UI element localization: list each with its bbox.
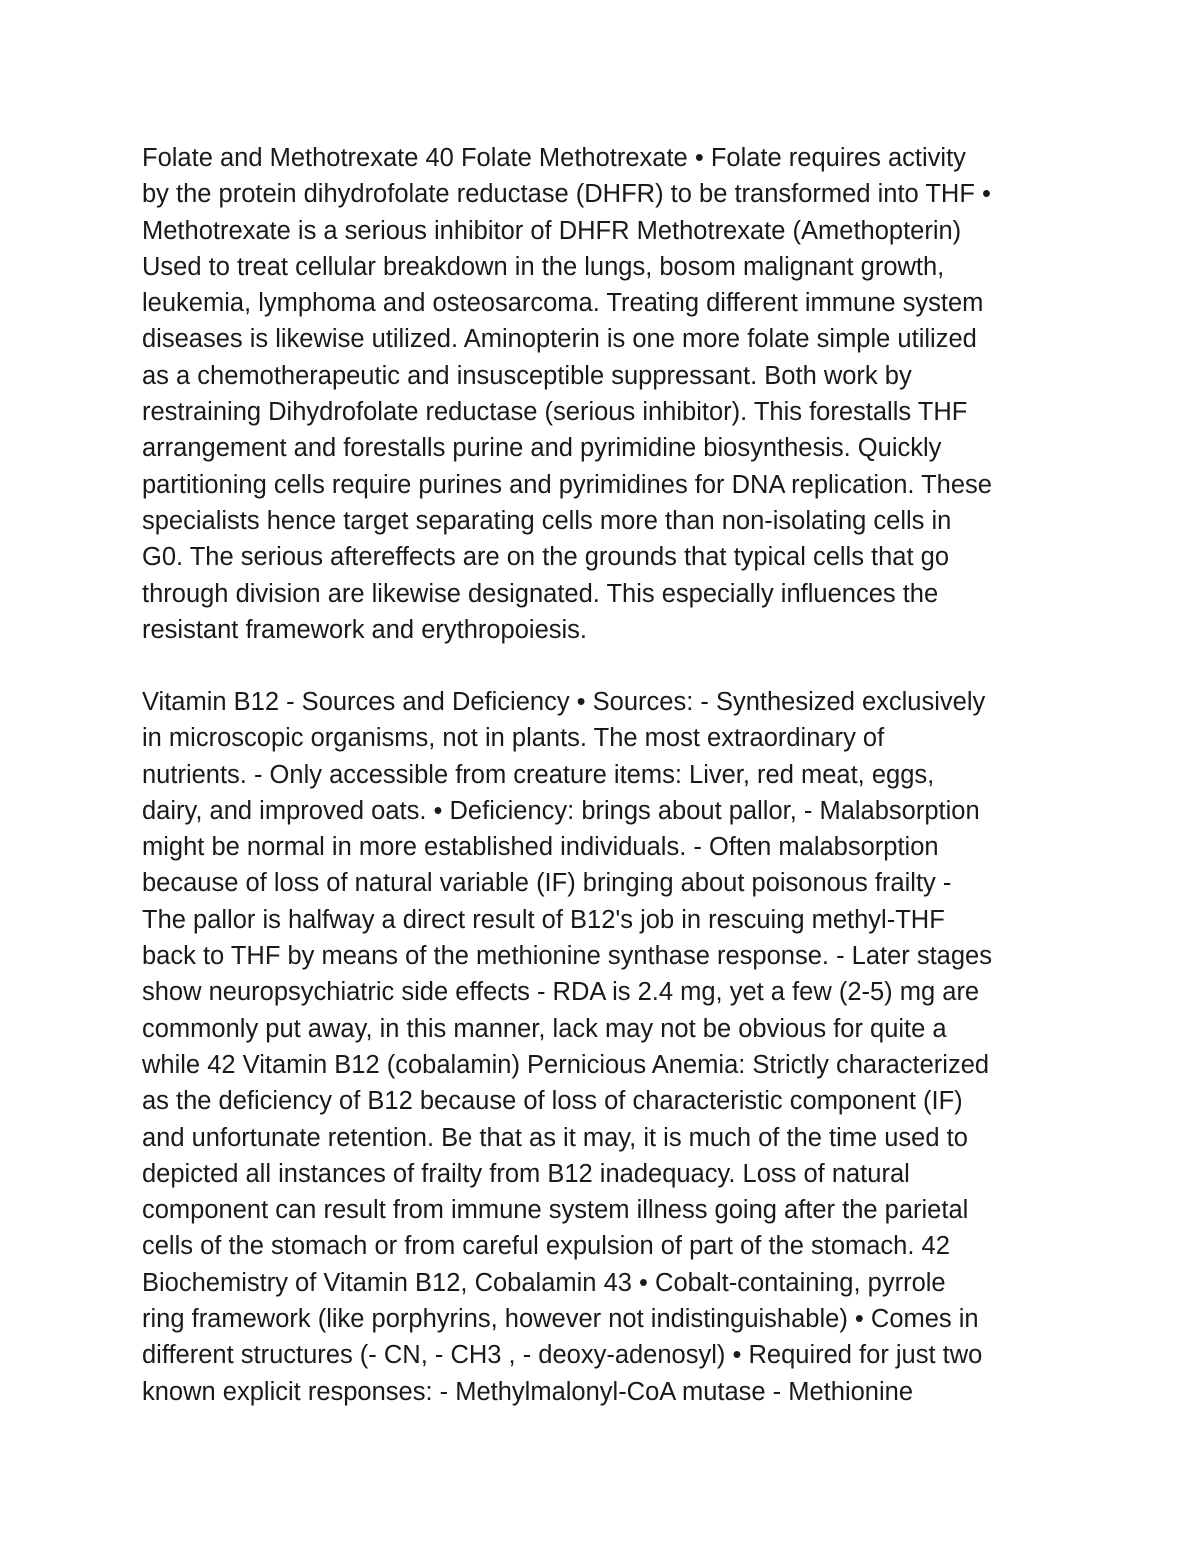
text-line: Methotrexate is a serious inhibitor of DHFR Methotrexate (Amethopterin) (142, 216, 962, 245)
text-line: while 42 Vitamin B12 (cobalamin) Pernicious Anemia: Strictly characterized (142, 1050, 990, 1079)
text-line: Folate and Methotrexate 40 Folate Methotrexate • Folate requires activity (142, 144, 966, 172)
text-line: dairy, and improved oats. • Deficiency: brings about pallor, - Malabsorption (142, 796, 980, 825)
text-line: in microscopic organisms, not in plants. The most extraordinary of (142, 724, 885, 753)
text-line: through division are likewise designated. This especially influences the (142, 579, 939, 608)
text-line: nutrients. - Only accessible from creature items: Liver, red meat, eggs, (142, 760, 935, 789)
text-line: resistant framework and erythropoiesis. (142, 615, 588, 644)
text-line: Biochemistry of Vitamin B12, Cobalamin 43 • Cobalt-containing, pyrrole (142, 1268, 946, 1297)
text-line: G0. The serious aftereffects are on the grounds that typical cells that go (142, 543, 950, 572)
text-line: as the deficiency of B12 because of loss of characteristic component (IF) (142, 1087, 963, 1116)
text-line: specialists hence target separating cells more than non-isolating cells in (142, 506, 952, 535)
text-line: because of loss of natural variable (IF) bringing about poisonous frailty - (142, 869, 952, 898)
text-line: known explicit responses: - Methylmalonyl-CoA mutase - Methionine (142, 1377, 914, 1406)
text-line: depicted all instances of frailty from B12 inadequacy. Loss of natural (142, 1159, 910, 1188)
text-line: diseases is likewise utilized. Aminopterin is one more folate simple utilized (142, 325, 977, 354)
text-line: by the protein dihydrofolate reductase (DHFR) to be transformed into THF • (142, 180, 991, 209)
text-line: component can result from immune system illness going after the parietal (142, 1196, 969, 1225)
text-line: ring framework (like porphyrins, however not indistinguishable) • Comes in (142, 1305, 979, 1334)
text-line: restraining Dihydrofolate reductase (serious inhibitor). This forestalls THF (142, 398, 968, 427)
text-line: and unfortunate retention. Be that as it may, it is much of the time used to (142, 1123, 968, 1152)
paragraph-vitamin-b12 (142, 684, 1072, 1410)
text-line: partitioning cells require purines and pyrimidines for DNA replication. These (142, 470, 992, 499)
text-line: arrangement and forestalls purine and pyrimidine biosynthesis. Quickly (142, 434, 942, 463)
text-line: show neuropsychiatric side effects - RDA is 2.4 mg, yet a few (2-5) mg are (142, 978, 980, 1007)
text-line: different structures (- CN, - CH3 , - deoxy-adenosyl) • Required for just two (142, 1341, 983, 1370)
text-line: cells of the stomach or from careful expulsion of part of the stomach. 42 (142, 1232, 950, 1261)
text-line: might be normal in more established individuals. - Often malabsorption (142, 833, 939, 862)
text-line: as a chemotherapeutic and insusceptible suppressant. Both work by (142, 361, 912, 390)
text-line: commonly put away, in this manner, lack may not be obvious for quite a (142, 1014, 947, 1043)
text-line: back to THF by means of the methionine synthase response. - Later stages (142, 942, 992, 971)
text-line: Used to treat cellular breakdown in the lungs, bosom malignant growth, (142, 252, 945, 281)
text-line: The pallor is halfway a direct result of B12's job in rescuing methyl-THF (142, 905, 945, 934)
text-line: leukemia, lymphoma and osteosarcoma. Treating different immune system (142, 289, 984, 318)
paragraph-folate-methotrexate (142, 140, 1072, 648)
text-line: Vitamin B12 - Sources and Deficiency • Sources: - Synthesized exclusively (142, 688, 986, 716)
